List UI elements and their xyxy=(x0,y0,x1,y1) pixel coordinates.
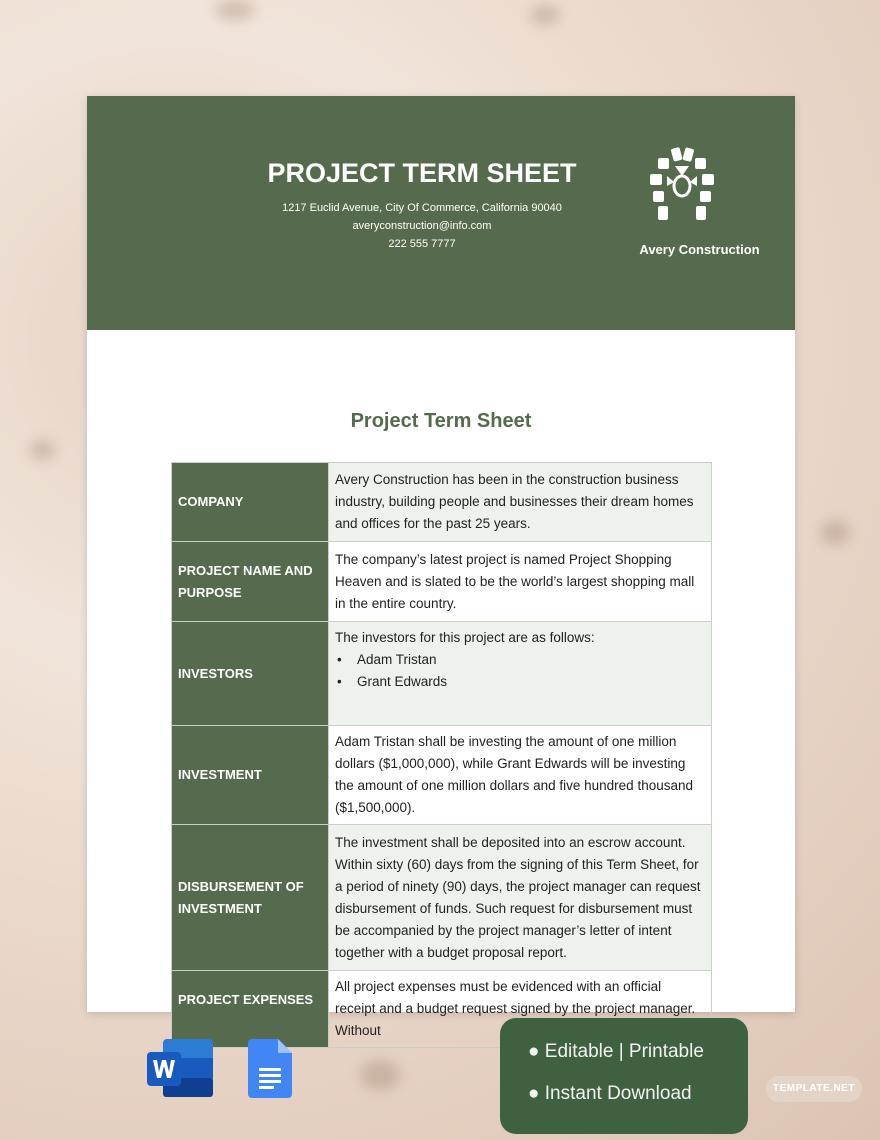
company-name: Avery Construction xyxy=(639,242,760,257)
row-label: PROJECT EXPENSES xyxy=(172,971,329,1048)
row-label: PROJECT NAME AND PURPOSE xyxy=(172,542,329,622)
feature-label: Instant Download xyxy=(544,1083,692,1104)
investor-list xyxy=(335,649,705,693)
feature-item: ● Instant Download xyxy=(528,1083,692,1104)
company-phone: 222 555 7777 xyxy=(388,238,456,250)
term-sheet-table xyxy=(171,462,712,1048)
investor-item: • Adam Tristan xyxy=(335,649,705,671)
row-label: COMPANY xyxy=(172,463,329,542)
feature-item: ● Editable | Printable xyxy=(528,1041,704,1062)
investor-item: • Grant Edwards xyxy=(335,671,705,693)
company-logo-icon xyxy=(647,146,717,226)
row-label: DISBURSEMENT OF INVESTMENT xyxy=(172,825,329,971)
row-value xyxy=(329,622,712,726)
document-header xyxy=(87,96,795,330)
table-row xyxy=(172,825,712,971)
table-row xyxy=(172,463,712,542)
section-title: Project Term Sheet xyxy=(350,410,532,432)
document-title: PROJECT TERM SHEET xyxy=(267,158,577,188)
document-preview xyxy=(87,96,795,1038)
row-label: INVESTMENT xyxy=(172,726,329,825)
table-row xyxy=(172,622,712,726)
template-net-badge[interactable]: TEMPLATE.NET xyxy=(766,1076,862,1102)
features-badge xyxy=(500,1018,748,1134)
google-docs-icon[interactable] xyxy=(248,1039,294,1099)
row-value: Adam Tristan shall be investing the amount of one million dollars ($1,000,000), while Grant Edwards will be investing the amount of one million dollars and five hundred thousand ($1,500,000). xyxy=(329,726,712,825)
company-email: averyconstruction@info.com xyxy=(352,220,492,232)
word-icon[interactable] xyxy=(146,1038,214,1098)
row-value: Avery Construction has been in the construction business industry, building people and businesses their dream homes and offices for the past 25 years. xyxy=(329,463,712,542)
row-label: INVESTORS xyxy=(172,622,329,726)
row-value: The investment shall be deposited into an escrow account. Within sixty (60) days from the signing of this Term Sheet, for a period of ninety (90) days, the project manager can request disbursement of funds. Such request for disbursement must be accompanied by the project manager’s letter of intent together with a budget proposal report. xyxy=(329,825,712,971)
table-row xyxy=(172,542,712,622)
investors-intro: The investors for this project are as follows: xyxy=(335,630,595,645)
row-value: The company’s latest project is named Project Shopping Heaven and is slated to be the world’s largest shopping mall in the entire country. xyxy=(329,542,712,622)
row-value: All project expenses must be evidenced with an official receipt and a budget request signed by the project manager. Without xyxy=(329,971,712,1048)
feature-label: Editable | Printable xyxy=(544,1041,704,1062)
company-address: 1217 Euclid Avenue, City Of Commerce, California 90040 xyxy=(282,202,562,214)
table-row xyxy=(172,726,712,825)
